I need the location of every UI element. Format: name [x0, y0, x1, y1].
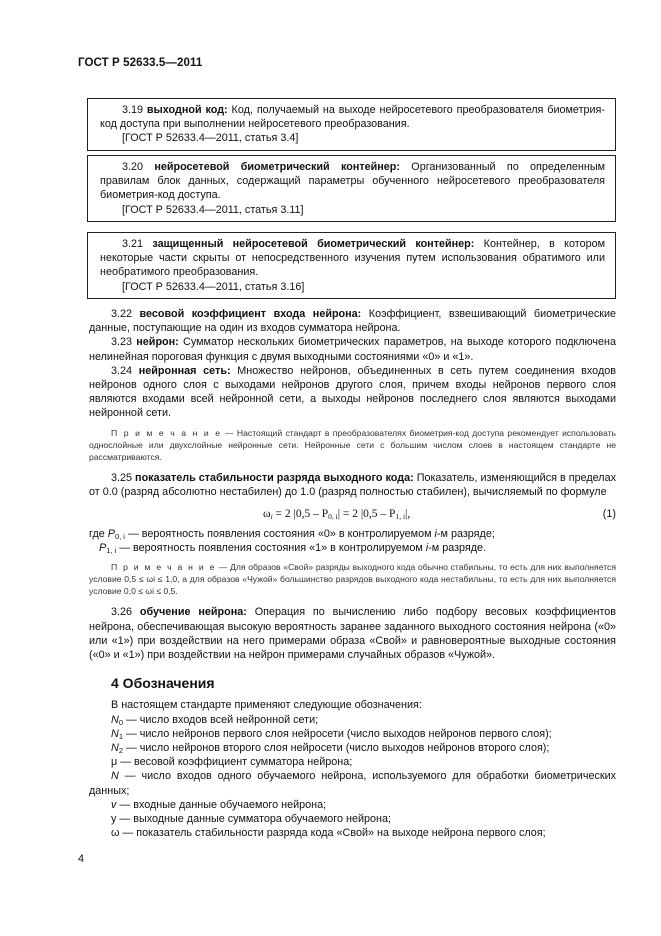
clause-number: 3.20 [122, 161, 144, 173]
definition-3-24: 3.24 нейронная сеть: Множество нейронов, объединенных в сеть путем соединения входов нейронов одного слоя с выходами нейронов другого слоя, причем входы нейронов первого слоя являются входами всей нейронной сети, а выходы нейронов последнего слоя являются выходами нейронной сети. [89, 364, 616, 420]
definition-box-3-20 [87, 155, 616, 222]
where-line-1: где $P_{0, i}$ — вероятность появления состояния «0» в контролируемом i-м разряде; [89, 528, 495, 542]
note-1: П р и м е ч а н и е — Настоящий стандарт в преобразователях биометрия-код доступа рекомендует использовать однослойные или двухслойные нейронные сети. Нейронные сети с большим числом слоев в настоящем стандарте не рассматриваются. [89, 427, 616, 462]
source-reference: [ГОСТ Р 52633.4—2011, статья 3.16] [122, 280, 305, 293]
section-4-intro: В настоящем стандарте применяют следующие обозначения: [111, 699, 422, 712]
definition-box-3-21 [87, 232, 616, 299]
source-reference: [ГОСТ Р 52633.4—2011, статья 3.11] [122, 203, 304, 216]
list-item: $N_1$ — число нейронов первого слоя нейросети (число выходов нейронов первого слоя); [111, 727, 552, 741]
note-2: П р и м е ч а н и е — Для образов «Свой» разряды выходного кода обычно стабильны, то есть для них выполняется условие 0,5 ≤ ωi ≤ 1,0, а для образов «Чужой» большинство разрядов выходного кода нестабильны, то есть для них выполняется условие 0,0 ≤ ωi ≤ 0,5. [89, 562, 616, 597]
symbol-list [89, 713, 616, 841]
section-4-title: 4 Обозначения [111, 675, 215, 692]
formula-1: $\omega_i = 2$ $|0,5 - P_{0, i}| = 2$ $|0,5 - P_{1, i}|$, (1) [263, 508, 616, 522]
term: нейросетевой биометрический контейнер: [154, 161, 400, 173]
source-reference: [ГОСТ Р 52633.4—2011, статья 3.4] [122, 132, 299, 145]
definition-text: Контейнер, в котором некоторые части скрыты от непосредственного изучения путем использования обратимого или необратимого преобразования. [100, 238, 606, 279]
definition-3-25: 3.25 показатель стабильности разряда выходного кода: Показатель, изменяющийся в пределах от 0.0 (разряд абсолютно нестабилен) до 1.0 (разряд полностью стабилен), вычисляемый по формуле [89, 471, 616, 498]
list-item: v — входные данные обучаемого нейрона; [111, 798, 327, 811]
term: защищенный нейросетевой биометрический контейнер: [152, 238, 475, 250]
list-item: $N_2$ — число нейронов второго слоя нейросети (число выходов нейронов второго слоя); [111, 742, 550, 756]
list-item: y — выходные данные сумматора обучаемого нейрона; [111, 813, 391, 826]
list-item: N — число входов одного обучаемого нейрона, используемого для обработки биометрических данных; [89, 770, 616, 797]
list-item: ω — показатель стабильности разряда кода «Свой» на выходе нейрона первого слоя; [111, 827, 546, 840]
document-header: ГОСТ Р 52633.5—2011 [78, 57, 203, 69]
list-item: μ — весовой коэффициент сумматора нейрона; [111, 756, 353, 769]
definition-3-23: 3.23 нейрон: Сумматор нескольких биометрических параметров, на выходе которого подключена нелинейная пороговая функция с двумя выходными состояниями «0» и «1». [89, 336, 616, 363]
definition-3-26: 3.26 обучение нейрона: Операция по вычислению либо подбору весовых коэффициентов нейрона, обеспечивающая высокую вероятность заранее заданного выходного состояния нейрона («0» или «1») при воздействии на него примерами образа «Свой» и равновероятные выходные состояния («0» и «1») при воздействии на нейрон примерами случайных образов «Чужой». [89, 606, 617, 662]
list-item: $N_0$ — число входов всей нейронной сети; [111, 713, 319, 727]
formula-number: (1) [602, 508, 616, 521]
clause-number: 3.21 [122, 238, 144, 250]
page-number: 4 [78, 853, 85, 865]
where-line-2: $P_{1, i}$ — вероятность появления состояния «1» в контролируемом i-м разряде. [99, 542, 487, 556]
main-text [89, 307, 616, 840]
definition-text: Организованный по определенным правилам блок данных, содержащий параметры обученного нейросетевого преобразователя биометрия-код доступа. [100, 161, 606, 202]
definition-box-3-19 [87, 98, 616, 151]
clause-number: 3.19 [122, 104, 144, 116]
term: выходной код: [146, 104, 228, 116]
definition-text: Код, получаемый на выходе нейросетевого преобразователя биометрия-код доступа при выполнении нейросетевого преобразования. [100, 104, 605, 131]
definition-3-22: 3.22 весовой коэффициент входа нейрона: Коэффициент, взвешивающий биометрические данные, поступающие на один из входов сумматора нейрона. [89, 308, 616, 335]
